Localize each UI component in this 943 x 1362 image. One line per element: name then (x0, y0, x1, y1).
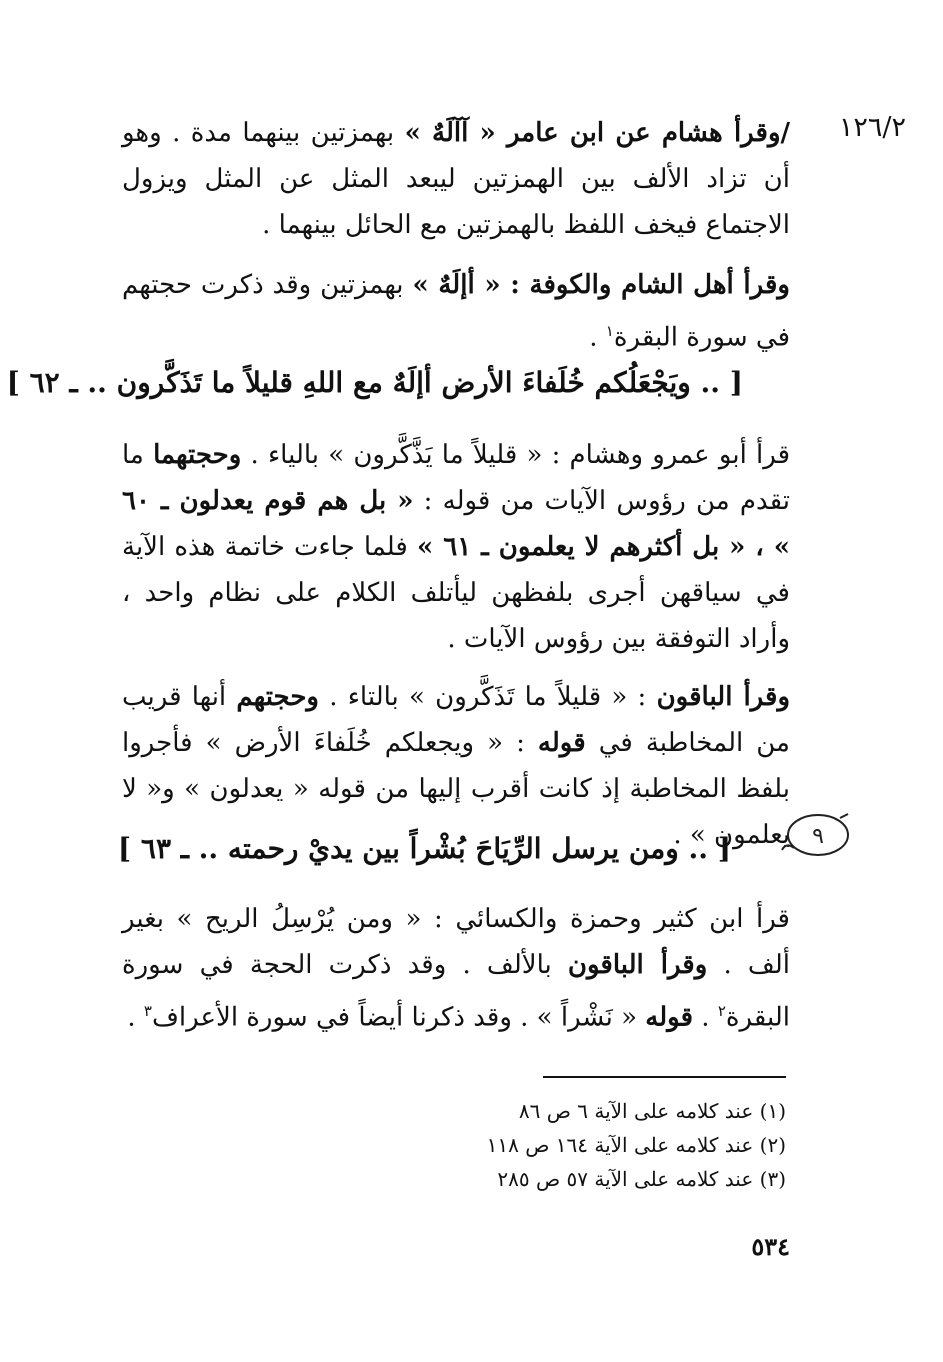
footnote-divider (543, 1076, 786, 1078)
paragraph-abu-amr-reading: قرأ أبو عمرو وهشام : « قليلاً ما يَذَّكَّرون » بالياء . وحجتهما ما تقدم من رؤوس الآيات من قوله : « بل هم قوم يعدلون ـ ٦٠ » ، « بل أكثرهم لا يعلمون ـ ٦١ » فلما جاءت خاتمة هذه الآية في سياقهن أجرى بلفظهن ليأتلف الكلام على نظام واحد ، وأراد التوفقة بين رؤوس الآيات . (122, 440, 791, 654)
margin-reference: ١٢٦/٢ (838, 112, 906, 143)
paragraph-riyah-reading: قرأ ابن كثير وحمزة والكسائي : « ومن يُرْسِلُ الريح » بغير ألف . وقرأ الباقون بالألف . وقد ذكرت الحجة في سورة البقرة$^٢$ . قوله « نَشْراً » . وقد ذكرنا أيضاً في سورة الأعراف$^٣$ . (122, 904, 790, 1033)
footnote-marker: ١ (605, 322, 614, 340)
footnote-2: (٢) عند كلامه على الآية ١٦٤ ص ١١٨ (486, 1133, 786, 1157)
footnote-1: (١) عند كلامه على الآية ٦ ص ٨٦ (518, 1099, 786, 1123)
footnote-marker: ٢ (717, 1002, 726, 1020)
footnote-marker: ٣ (143, 1002, 152, 1020)
verse-heading-62: [ .. ويَجْعَلُكم خُلَفاءَ الأرض أإلَهٌ مع اللهِ قليلاً ما تَذَكَّرون .. ـ ٦٢ ] (6, 366, 743, 399)
footnotes (440, 1094, 786, 1196)
page-number: ٥٣٤ (751, 1232, 790, 1261)
handwritten-note-text: ٩ (812, 824, 824, 849)
paragraph-hisham-reading: /وقرأ هشام عن ابن عامر « آآلَهٌ » بهمزتين بينهما مدة . وهو أن تزاد الألف بين الهمزتين ليبعد المثل عن المثل ويزول الاجتماع فيخف اللفظ بالهمزتين مع الحائل بينهما . (122, 118, 790, 240)
verse-heading-63: [ .. ومن يرسل الرِّيَاحَ بُشْراً بين يديْ رحمته .. ـ ٦٣ ] (117, 832, 731, 865)
footnote-3: (٣) عند كلامه على الآية ٥٧ ص ٢٨٥ (497, 1167, 786, 1191)
paragraph-others-reading: وقرأ الباقون : « قليلاً ما تَذَكَّرون » بالتاء . وحجتهم أنها قريب من المخاطبة في قوله : « ويجعلكم خُلَفاءَ الأرض » فأجروا بلفظ المخاطبة إذ كانت أقرب إليها من قوله « يعدلون » و« لا يعلمون » . (122, 682, 791, 850)
paragraph-sham-kufa-reading: وقرأ أهل الشام والكوفة : « أإلَهٌ » بهمزتين وقد ذكرت حجتهم في سورة البقرة$^١$ . (122, 270, 790, 353)
handwritten-circle-annotation (780, 808, 852, 862)
